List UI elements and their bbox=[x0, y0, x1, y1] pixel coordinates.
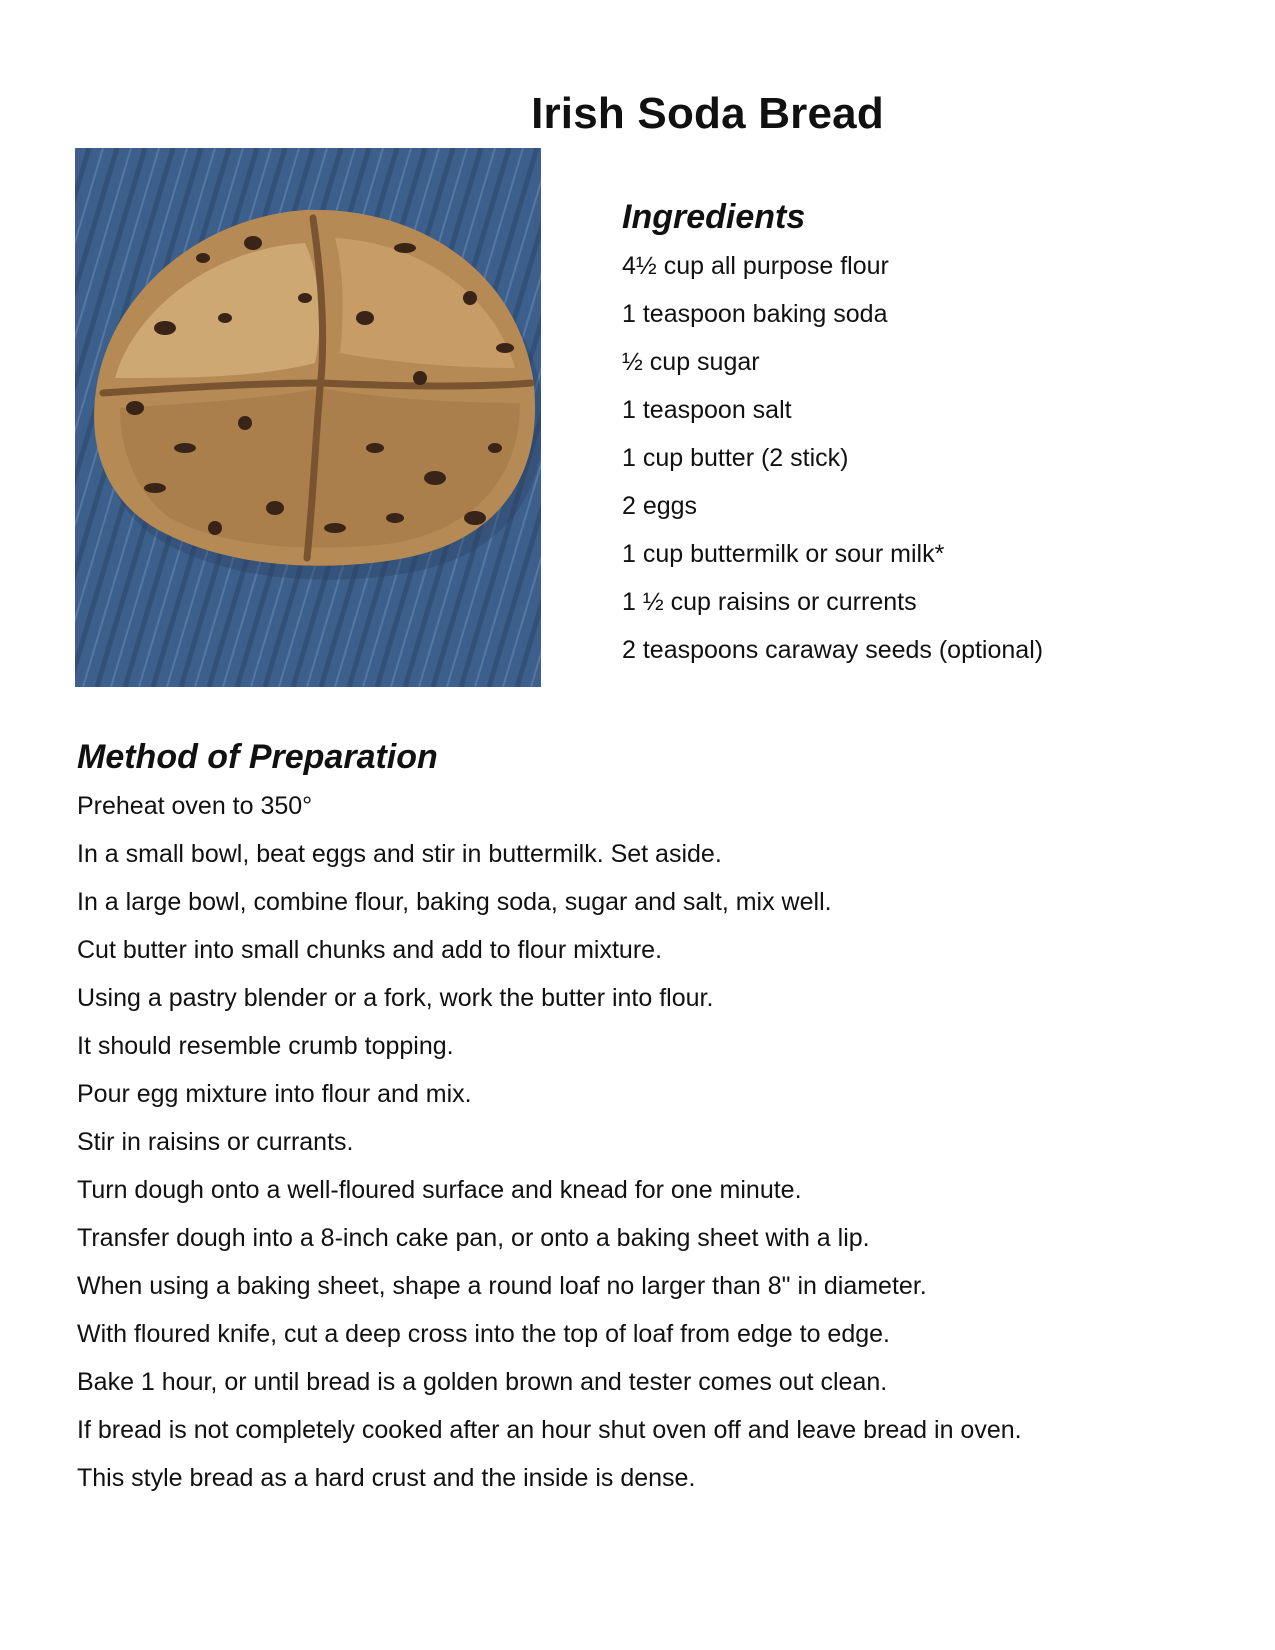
method-step: If bread is not completely cooked after an hour shut oven off and leave bread in oven. bbox=[77, 1416, 1022, 1444]
method-step: Preheat oven to 350° bbox=[77, 792, 313, 820]
raisin bbox=[126, 401, 144, 415]
ingredients-list bbox=[622, 242, 1242, 674]
method-step: With floured knife, cut a deep cross into the top of loaf from edge to edge. bbox=[77, 1320, 890, 1348]
ingredient-item: 2 eggs bbox=[622, 492, 698, 520]
method-section bbox=[77, 732, 1237, 1502]
raisin bbox=[218, 313, 232, 323]
method-step: Pour egg mixture into flour and mix. bbox=[77, 1080, 472, 1108]
raisin bbox=[413, 371, 427, 385]
ingredients-heading: Ingredients bbox=[622, 198, 806, 236]
method-heading: Method of Preparation bbox=[77, 738, 438, 776]
method-step: In a small bowl, beat eggs and stir in buttermilk. Set aside. bbox=[77, 840, 722, 868]
raisin bbox=[208, 521, 222, 535]
method-step: It should resemble crumb topping. bbox=[77, 1032, 454, 1060]
raisin bbox=[238, 416, 252, 430]
raisin bbox=[488, 443, 502, 453]
method-step: Using a pastry blender or a fork, work the butter into flour. bbox=[77, 984, 714, 1012]
raisin bbox=[496, 343, 514, 353]
raisin bbox=[464, 511, 486, 525]
raisin bbox=[154, 321, 176, 335]
raisin bbox=[424, 471, 446, 485]
raisin bbox=[144, 483, 166, 493]
method-step: Turn dough onto a well-floured surface and knead for one minute. bbox=[77, 1176, 802, 1204]
ingredient-item: 4½ cup all purpose flour bbox=[622, 252, 889, 280]
ingredient-item: ½ cup sugar bbox=[622, 348, 760, 376]
raisin bbox=[324, 523, 346, 533]
raisin bbox=[244, 236, 262, 250]
ingredient-item: 1 cup butter (2 stick) bbox=[622, 444, 849, 472]
raisin bbox=[356, 311, 374, 325]
raisin bbox=[463, 291, 477, 305]
raisin bbox=[196, 253, 210, 263]
ingredients-section bbox=[622, 192, 1242, 674]
method-step: When using a baking sheet, shape a round loaf no larger than 8" in diameter. bbox=[77, 1272, 927, 1300]
method-step: Stir in raisins or currants. bbox=[77, 1128, 354, 1156]
method-steps-list bbox=[77, 782, 1237, 1502]
method-step: In a large bowl, combine flour, baking soda, sugar and salt, mix well. bbox=[77, 888, 832, 916]
method-step: Bake 1 hour, or until bread is a golden brown and tester comes out clean. bbox=[77, 1368, 888, 1396]
ingredient-item: 1 cup buttermilk or sour milk* bbox=[622, 540, 945, 568]
ingredient-item: 1 teaspoon baking soda bbox=[622, 300, 888, 328]
method-step: Transfer dough into a 8-inch cake pan, or onto a baking sheet with a lip. bbox=[77, 1224, 870, 1252]
raisin bbox=[174, 443, 196, 453]
page-title: Irish Soda Bread bbox=[531, 89, 884, 138]
method-step: This style bread as a hard crust and the inside is dense. bbox=[77, 1464, 696, 1492]
ingredient-item: 1 ½ cup raisins or currents bbox=[622, 588, 917, 616]
bread-loaf-photo bbox=[75, 148, 541, 687]
method-step: Cut butter into small chunks and add to flour mixture. bbox=[77, 936, 663, 964]
raisin bbox=[366, 443, 384, 453]
raisin bbox=[386, 513, 404, 523]
ingredient-item: 1 teaspoon salt bbox=[622, 396, 792, 424]
raisin bbox=[394, 243, 416, 253]
raisin bbox=[266, 501, 284, 515]
raisin bbox=[298, 293, 312, 303]
ingredient-item: 2 teaspoons caraway seeds (optional) bbox=[622, 636, 1044, 664]
